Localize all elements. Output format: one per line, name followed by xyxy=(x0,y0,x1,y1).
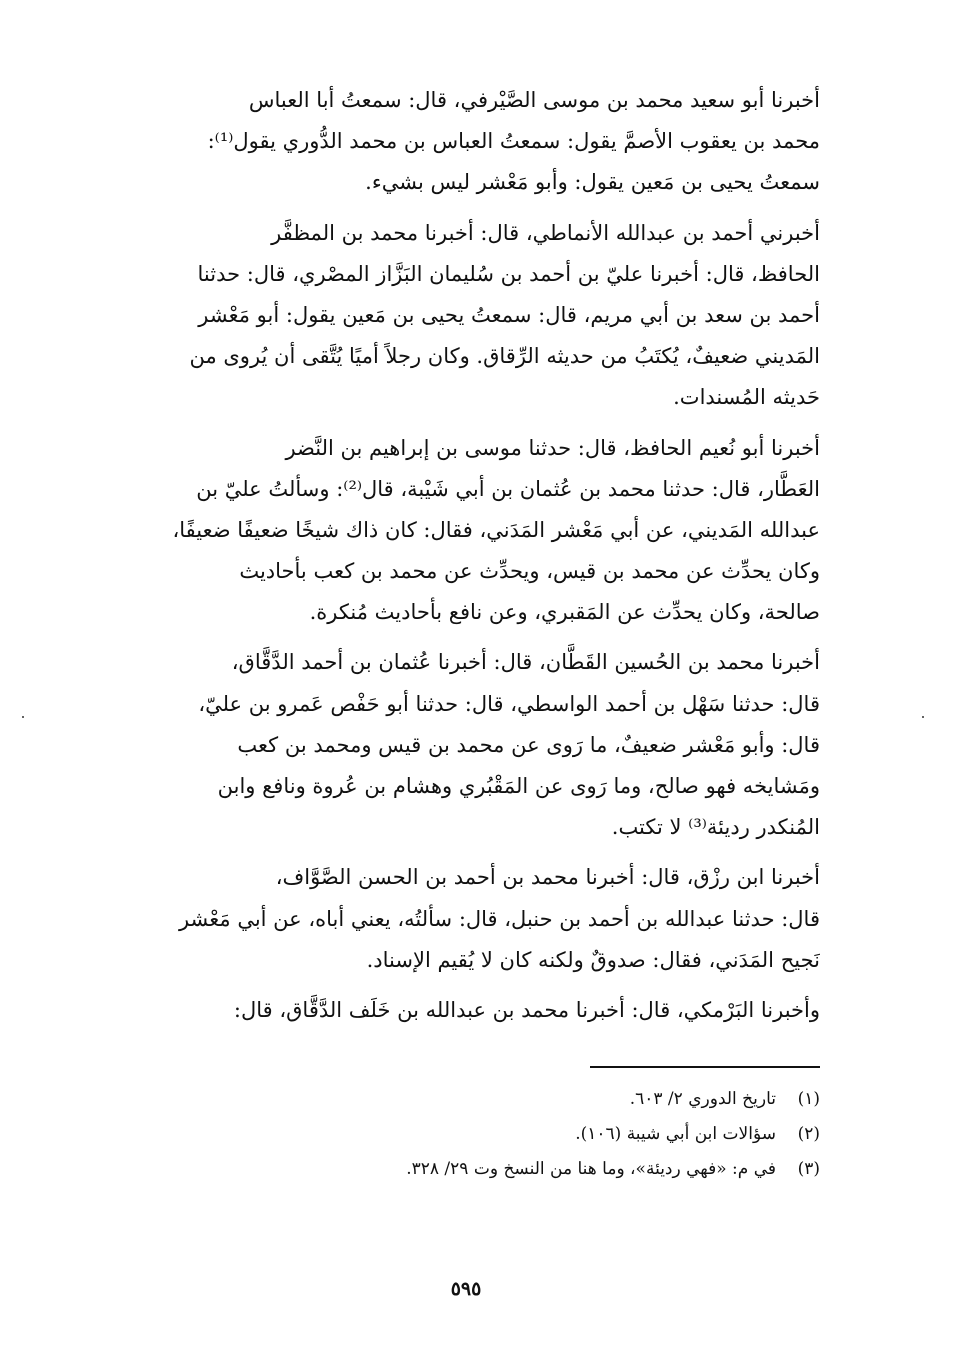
text-line: أخبرنا محمد بن الحُسين القَطَّان، قال: أخبرنا عُثمان بن أحمد الدَّقَّاق، xyxy=(231,650,820,675)
footnotes xyxy=(330,1082,820,1187)
paragraph xyxy=(130,428,820,634)
text-line: العَطَّار، قال: حدثنا محمد بن عُثمان بن أبي شَيْبة، قال⁽²⁾: وسألتُ عليّ بن xyxy=(196,476,820,501)
text-line: المَديني ضعيفٌ، يُكتَبُ من حديثه الرِّقاق. وكان رجلاً أميًا يُتَّقى أن يُروى من xyxy=(189,344,820,369)
footnote-text: تاريخ الدوري ٢/ ٦٠٣. xyxy=(629,1089,776,1109)
text-line: صالحة، وكان يحدِّث عن المَقبري، وعن نافع بأحاديث مُنكرة. xyxy=(309,600,820,625)
text-line: أحمد بن سعد بن أبي مريم، قال: سمعتُ يحيى بن مَعين يقول: أبو مَعْشر xyxy=(198,302,820,327)
text-line: أخبرنا أبو نُعيم الحافظ، قال: حدثنا موسى بن إبراهيم بن النَّضر xyxy=(285,435,820,460)
footnote-text: سؤالات ابن أبي شيبة (١٠٦). xyxy=(575,1124,776,1144)
footnote-number: (٢) xyxy=(797,1124,820,1144)
paragraph xyxy=(130,80,820,204)
text-line: المُنكدر رديئة⁽³⁾ لا تكتب. xyxy=(611,815,820,840)
paragraph xyxy=(130,857,820,981)
text-line: أخبرني أحمد بن عبدالله الأنماطي، قال: أخبرنا محمد بن المظفَّر xyxy=(271,220,820,245)
text-line: ومَشايخه فهو صالح، وما رَوى عن المَقْبُري وهشام بن عُروة ونافع وابن xyxy=(217,774,820,798)
text-line: الحافظ، قال: أخبرنا عليّ بن أحمد بن سُليمان البَزَّاز المصْري، قال: حدثنا xyxy=(197,261,820,286)
text-line: سمعتُ يحيى بن مَعين يقول: وأبو مَعْشر ليس بشيء. xyxy=(365,170,820,195)
text-line: نَجيح المَدَني، فقال: صدوقٌ ولكنه كان لا يُقيم الإسناد. xyxy=(366,947,820,972)
footnote-number: (٣) xyxy=(797,1159,820,1179)
paragraph-gap xyxy=(130,204,820,213)
footnote-2 xyxy=(330,1117,820,1152)
paragraph xyxy=(130,642,820,848)
footnote-1 xyxy=(330,1082,820,1117)
paragraph xyxy=(130,213,820,419)
text-line: أخبرنا أبو سعيد محمد بن موسى الصَّيْرفي، قال: سمعتُ أبا العباس xyxy=(248,88,820,112)
text-line: عبدالله المَديني، عن أبي مَعْشر المَدَني، فقال: كان ذاك شيخًا ضعيفًا ضعيفًا، xyxy=(172,517,820,542)
text-line: وأخبرنا البَرْمكي، قال: أخبرنا محمد بن عبدالله بن خَلَف الدَّقَّاق، قال: xyxy=(233,997,820,1022)
text-line: قال: حدثنا عبدالله بن أحمد بن حنبل، قال: سألتُه، يعني أباه، عن أبي مَعْشر xyxy=(178,906,820,931)
paragraph-gap xyxy=(130,633,820,642)
paragraph-gap xyxy=(130,848,820,857)
footnote-3 xyxy=(330,1152,820,1187)
body-text xyxy=(130,80,820,1031)
text-line: قال: حدثنا سَهْل بن أحمد الواسطي، قال: حدثنا أبو حَفْص عَمرو بن عليّ، xyxy=(198,691,820,716)
text-line: محمد بن يعقوب الأصمَّ يقول: سمعتُ العباس بن محمد الدُّوري يقول⁽¹⁾: xyxy=(207,129,820,154)
text-line: قال: وأبو مَعْشر ضعيفٌ، ما رَوى عن محمد بن قيس ومحمد بن كعب xyxy=(237,732,820,757)
paragraph-gap xyxy=(130,419,820,428)
paragraph-gap xyxy=(130,981,820,990)
left-margin-mark xyxy=(22,716,24,718)
footnote-number: (١) xyxy=(797,1089,820,1109)
right-margin-mark xyxy=(922,716,924,718)
footnote-text: في م: «فهي رديئة»، وما هنا من النسخ وت ٢٩/ ٣٢٨. xyxy=(406,1159,776,1179)
paragraph xyxy=(130,990,820,1031)
footnote-separator xyxy=(590,1066,820,1068)
page-number: ٥٩٥ xyxy=(450,1278,482,1300)
text-line: أخبرنا ابن رزْق، قال: أخبرنا محمد بن أحمد بن الحسن الصَّوَّاف، xyxy=(275,865,820,890)
text-line: حَديثه المُسندات. xyxy=(673,385,820,410)
text-line: وكان يحدِّث عن محمد بن قيس، ويحدِّث عن محمد بن كعب بأحاديث xyxy=(239,559,820,584)
